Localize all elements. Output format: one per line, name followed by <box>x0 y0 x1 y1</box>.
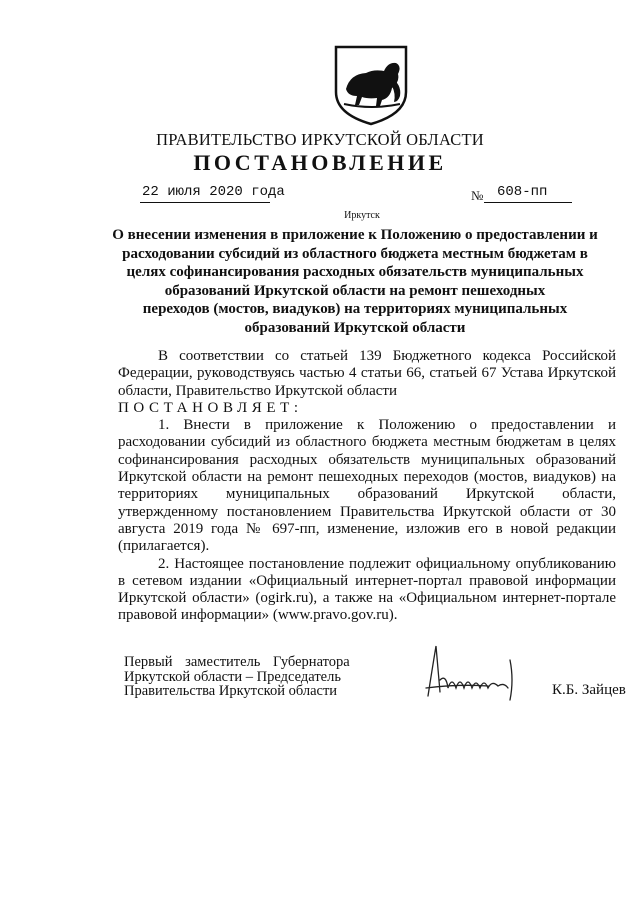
position-line: Первый заместитель Губернатора <box>124 654 350 670</box>
document-number: 608-пп <box>497 184 548 200</box>
item-1-paragraph: 1. Внести в приложение к Положению о предоставлении и расходовании субсидий из областного бюджета местным бюджетам в целях софинансирования расходных обязательств муниципальных образований Иркутской области на ремонт пешеходных переходов (мостов, виадуков) на территориях муниципальных образований Иркутской области, утвержденному постановлением Правительства Иркутской области от 30 августа 2019 года № 697-пп, изменение, изложив его в новой редакции (прилагается). <box>118 417 616 555</box>
city-name: Иркутск <box>344 210 380 221</box>
heading-line: О внесении изменения в приложение к Положению о предоставлении и <box>112 227 598 243</box>
number-sign: № <box>471 188 484 203</box>
preamble-paragraph: В соответствии со статьей 139 Бюджетного кодекса Российской Федерации, руководствуясь частью 4 статьи 66, статьей 67 Устава Иркутской области, Правительство Иркутской области <box>118 348 616 399</box>
heading-line: образований Иркутской области <box>244 319 466 336</box>
coat-of-arms-emblem <box>332 44 410 126</box>
date-underline <box>140 202 270 203</box>
resolution-heading <box>105 226 605 338</box>
position-line: Иркутской области – Председатель <box>124 668 341 685</box>
heading-line: переходов (мостов, виадуков) на территориях муниципальных <box>142 301 568 318</box>
signatory-position <box>124 655 350 699</box>
document-type-title: ПОСТАНОВЛЕНИЕ <box>193 150 447 175</box>
document-date: 22 июля 2020 года <box>142 184 285 200</box>
heading-line: целях софинансирования расходных обязательств муниципальных <box>126 264 584 281</box>
signatory-name: К.Б. Зайцев <box>552 682 626 698</box>
heading-line: образований Иркутской области на ремонт пешеходных <box>164 282 546 299</box>
item-2-paragraph: 2. Настоящее постановление подлежит официальному опубликованию в сетевом издании «Официальный интернет-портал правовой информации Иркутской области» (ogirk.ru), а также на «Официальном интернет-портале правовой информации» (www.pravo.gov.ru). <box>118 555 616 624</box>
resolves-word: ПОСТАНОВЛЯЕТ: <box>118 399 303 416</box>
heading-line: расходовании субсидий из областного бюджета местным бюджетам в <box>122 245 588 262</box>
position-line: Правительства Иркутской области <box>124 683 338 700</box>
resolution-body <box>118 348 616 625</box>
government-name: ПРАВИТЕЛЬСТВО ИРКУТСКОЙ ОБЛАСТИ <box>156 130 484 149</box>
number-underline <box>484 202 572 203</box>
handwritten-signature <box>418 640 530 710</box>
